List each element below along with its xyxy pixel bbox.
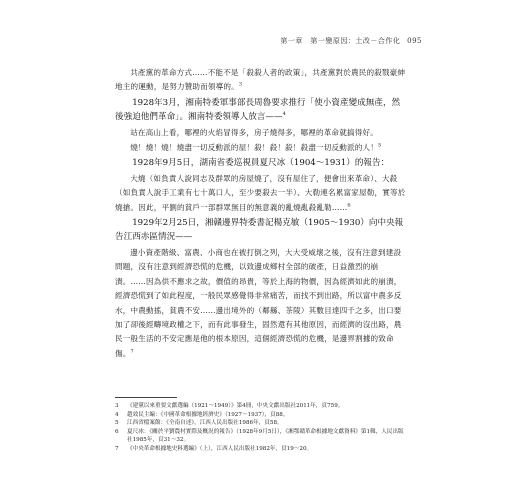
footnote-number: 4 (115, 411, 119, 418)
running-header (280, 36, 422, 46)
paragraph-text: 1928年9月5日，湖南省委巡視員夏尺冰（1904～1931）的報告： (132, 158, 390, 169)
footnote-number: 5 (115, 420, 119, 427)
footnote (115, 428, 407, 445)
footnote-text: 夏尺冰：《關於平劉農村實際及概況的報告》（1928年9月5日），《湘鄂贛革命根據地文獻資料》第1輯，人民出版社1985年，頁31～32。 (127, 428, 404, 444)
paragraph-text: 大燒（如負責人說同志及群眾的房屋燒了，沒有屋住了，便會出來革命）、大殺（如負責人說手工業有七十萬口人，至少要殺去一半）、大勒連名累富家屋勒，實等於燒搶。因此，平劉的貧戶一部群眾無目的無意義的亂燒亂殺亂勒…… (115, 173, 406, 212)
footnote-number: 7 (115, 445, 119, 452)
chapter-title: 第一章 第一變原因：土改－合作化 (280, 37, 401, 45)
footnote (115, 445, 407, 454)
footnote-text: 《中央革命根據地史料選編》（上），江西人民出版社1982年，頁19～20。 (127, 445, 313, 452)
footnote-text: 趙效民主編：《中國革命根據地經濟史》（1927～1937），頁88。 (127, 411, 289, 418)
quoted-paragraph (115, 141, 407, 155)
paragraph-text: 共產黨的革命方式……不能不是「殺殺人者的政策」，共產黨對於農民的殺戮豪紳地主的運動，是努力贊助而領導的。 (115, 68, 406, 92)
footnote-text: 《建黨以來重要文獻選編（1921～1949）》第4冊，中央文獻出版社2011年，頁759。 (127, 403, 344, 409)
paragraph-text: 邊小資產階級、富農、小商也在被打倒之列，大大受威壞之後，沒有注意到建設問題，沒有注意到經濟恐慌的危機，以致邊成鄉村全部的破產，日益激烈的崩潰。……因為供不應求之故，價值的昂貴，等於上海的物價，因為經濟如此的崩潰，經濟恐慌到了如此程度，一般民眾感覺得非常痛苦，而找不到出路，所以富中農多反水，中農動搖，貧農不安……邊出境外的（鄰縣、茶陵）其數目達四千之多，出口要加了卻後經疇境政權之下，而有此事發生，固然還有其他原因，而經濟的沒出路，農民一般生活的不安定應是他的根本原因，這個經濟恐慌的危機，是邊界割據的致命傷。 (115, 247, 402, 358)
body-paragraph (115, 216, 407, 245)
footnote-marker: 6 (347, 202, 351, 209)
page-number: 095 (407, 37, 422, 45)
quoted-paragraph (115, 246, 407, 361)
body-paragraph (115, 96, 407, 125)
footnote-marker: 4 (282, 111, 286, 118)
footnote-marker: 7 (130, 348, 134, 355)
footnote-number: 6 (115, 428, 119, 435)
paragraph-text: 站在高山上看，哪裡的火焰冒得多，房子燒得多，哪裡的革命就搞得好。 (130, 127, 378, 137)
footnote-marker: 3 (238, 81, 243, 88)
footnote (115, 411, 407, 420)
footnote (115, 419, 407, 428)
paragraph-text: 1929年2月25日，湘贛邊界特委書記楊克敏（1905～1930）向中央報告江西赤區情況—— (115, 218, 404, 243)
footnote-marker: 5 (377, 142, 382, 149)
footnote-divider (115, 397, 177, 398)
quoted-paragraph (115, 172, 407, 215)
paragraph-text: 燒！燒！燒！燒盡一切反動派的屋！殺！殺！殺！殺盡一切反動派的人！ (130, 143, 378, 153)
body-paragraph (115, 156, 407, 170)
footnote-text: 江西省檔案館：《全南自述》，江西人民出版社1986年，頁58。 (127, 420, 283, 427)
quoted-paragraph (115, 126, 407, 140)
body-text (115, 66, 407, 362)
quoted-paragraph (115, 66, 407, 95)
footnote (115, 402, 407, 411)
footnotes (115, 402, 407, 454)
paragraph-text: 1928年3月，湘南特委軍事部長周魯要求推行「使小資產變成無產，然後強迫他們革命」。湘南特委領導人放言—— (115, 97, 401, 123)
footnote-number: 3 (115, 403, 119, 409)
